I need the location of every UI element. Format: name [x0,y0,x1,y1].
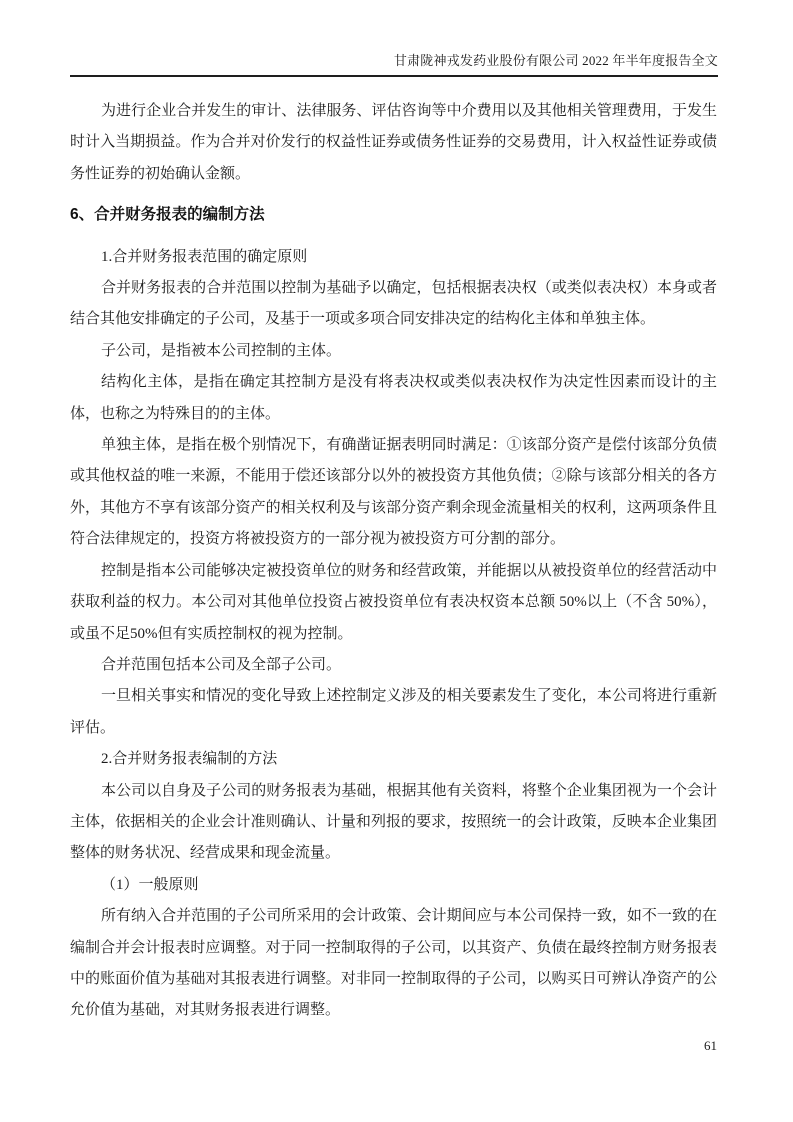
paragraph-reassessment: 一旦相关事实和情况的变化导致上述控制定义涉及的相关要素发生了变化，本公司将进行重新评估。 [70,688,717,736]
document-body [70,96,717,1027]
paragraph-structured-entity: 结构化主体，是指在确定其控制方是没有将表决权或类似表决权作为决定性因素而设计的主体，也称之为特殊目的的主体。 [70,374,717,422]
report-header [70,50,718,77]
paragraph-consolidation-scope: 合并财务报表的合并范围以控制为基础予以确定，包括根据表决权（或类似表决权）本身或者结合其他安排确定的子公司，及基于一项或多项合同安排决定的结构化主体和单独主体。 [70,280,717,328]
paragraph-merger-expenses: 为进行企业合并发生的审计、法律服务、评估咨询等中介费用以及其他相关管理费用，于发生时计入当期损益。作为合并对价发行的权益性证券或债务性证券的交易费用，计入权益性证券或债务性证券的初始确认金额。 [70,103,717,182]
paragraph-preparation-basis: 本公司以自身及子公司的财务报表为基础，根据其他有关资料，将整个企业集团视为一个会计主体，依据相关的企业会计准则确认、计量和列报的要求，按照统一的会计政策，反映本企业集团整体的财务状况、经营成果和现金流量。 [70,782,717,862]
page-number: 61 [704,1038,717,1053]
paragraph-separate-entity: 单独主体，是指在极个别情况下，有确凿证据表明同时满足：①该部分资产是偿付该部分负债或其他权益的唯一来源，不能用于偿还该部分以外的被投资方其他负债；②除与该部分相关的各方外，其他方不享有该部分资产的相关权利及与该部分资产剩余现金流量相关的权利，这两项条件且符合法律规定的，投资方将被投资方的一部分视为被投资方可分割的部分。 [70,437,717,548]
paragraph-subsidiary-definition: 子公司，是指被本公司控制的主体。 [101,342,342,359]
paragraph-scope-includes: 合并范围包括本公司及全部子公司。 [101,656,342,673]
subsection-general-principles-title: （1）一般原则 [101,876,199,893]
subsection-1-title: 1.合并财务报表范围的确定原则 [101,248,308,265]
paragraph-control-definition: 控制是指本公司能够决定被投资单位的财务和经营政策，并能据以从被投资单位的经营活动中获取利益的权力。本公司对其他单位投资占被投资单位有表决权资本总额 50%以上（不含 50%），或虽不足50%但有实质控制权的视为控制。 [70,562,717,642]
subsection-2-title: 2.合并财务报表编制的方法 [101,751,278,768]
paragraph-accounting-policy-alignment: 所有纳入合并范围的子公司所采用的会计政策、会计期间应与本公司保持一致，如不一致的在编制合并会计报表时应调整。对于同一控制取得的子公司，以其资产、负债在最终控制方财务报表中的账面价值为基础对其报表进行调整。对非同一控制取得的子公司，以购买日可辨认净资产的公允价值为基础，对其财务报表进行调整。 [70,908,717,1019]
section-heading-6: 6、合并财务报表的编制方法 [70,206,265,224]
report-header-title: 甘肃陇神戎发药业股份有限公司 2022 年半年度报告全文 [393,53,718,68]
